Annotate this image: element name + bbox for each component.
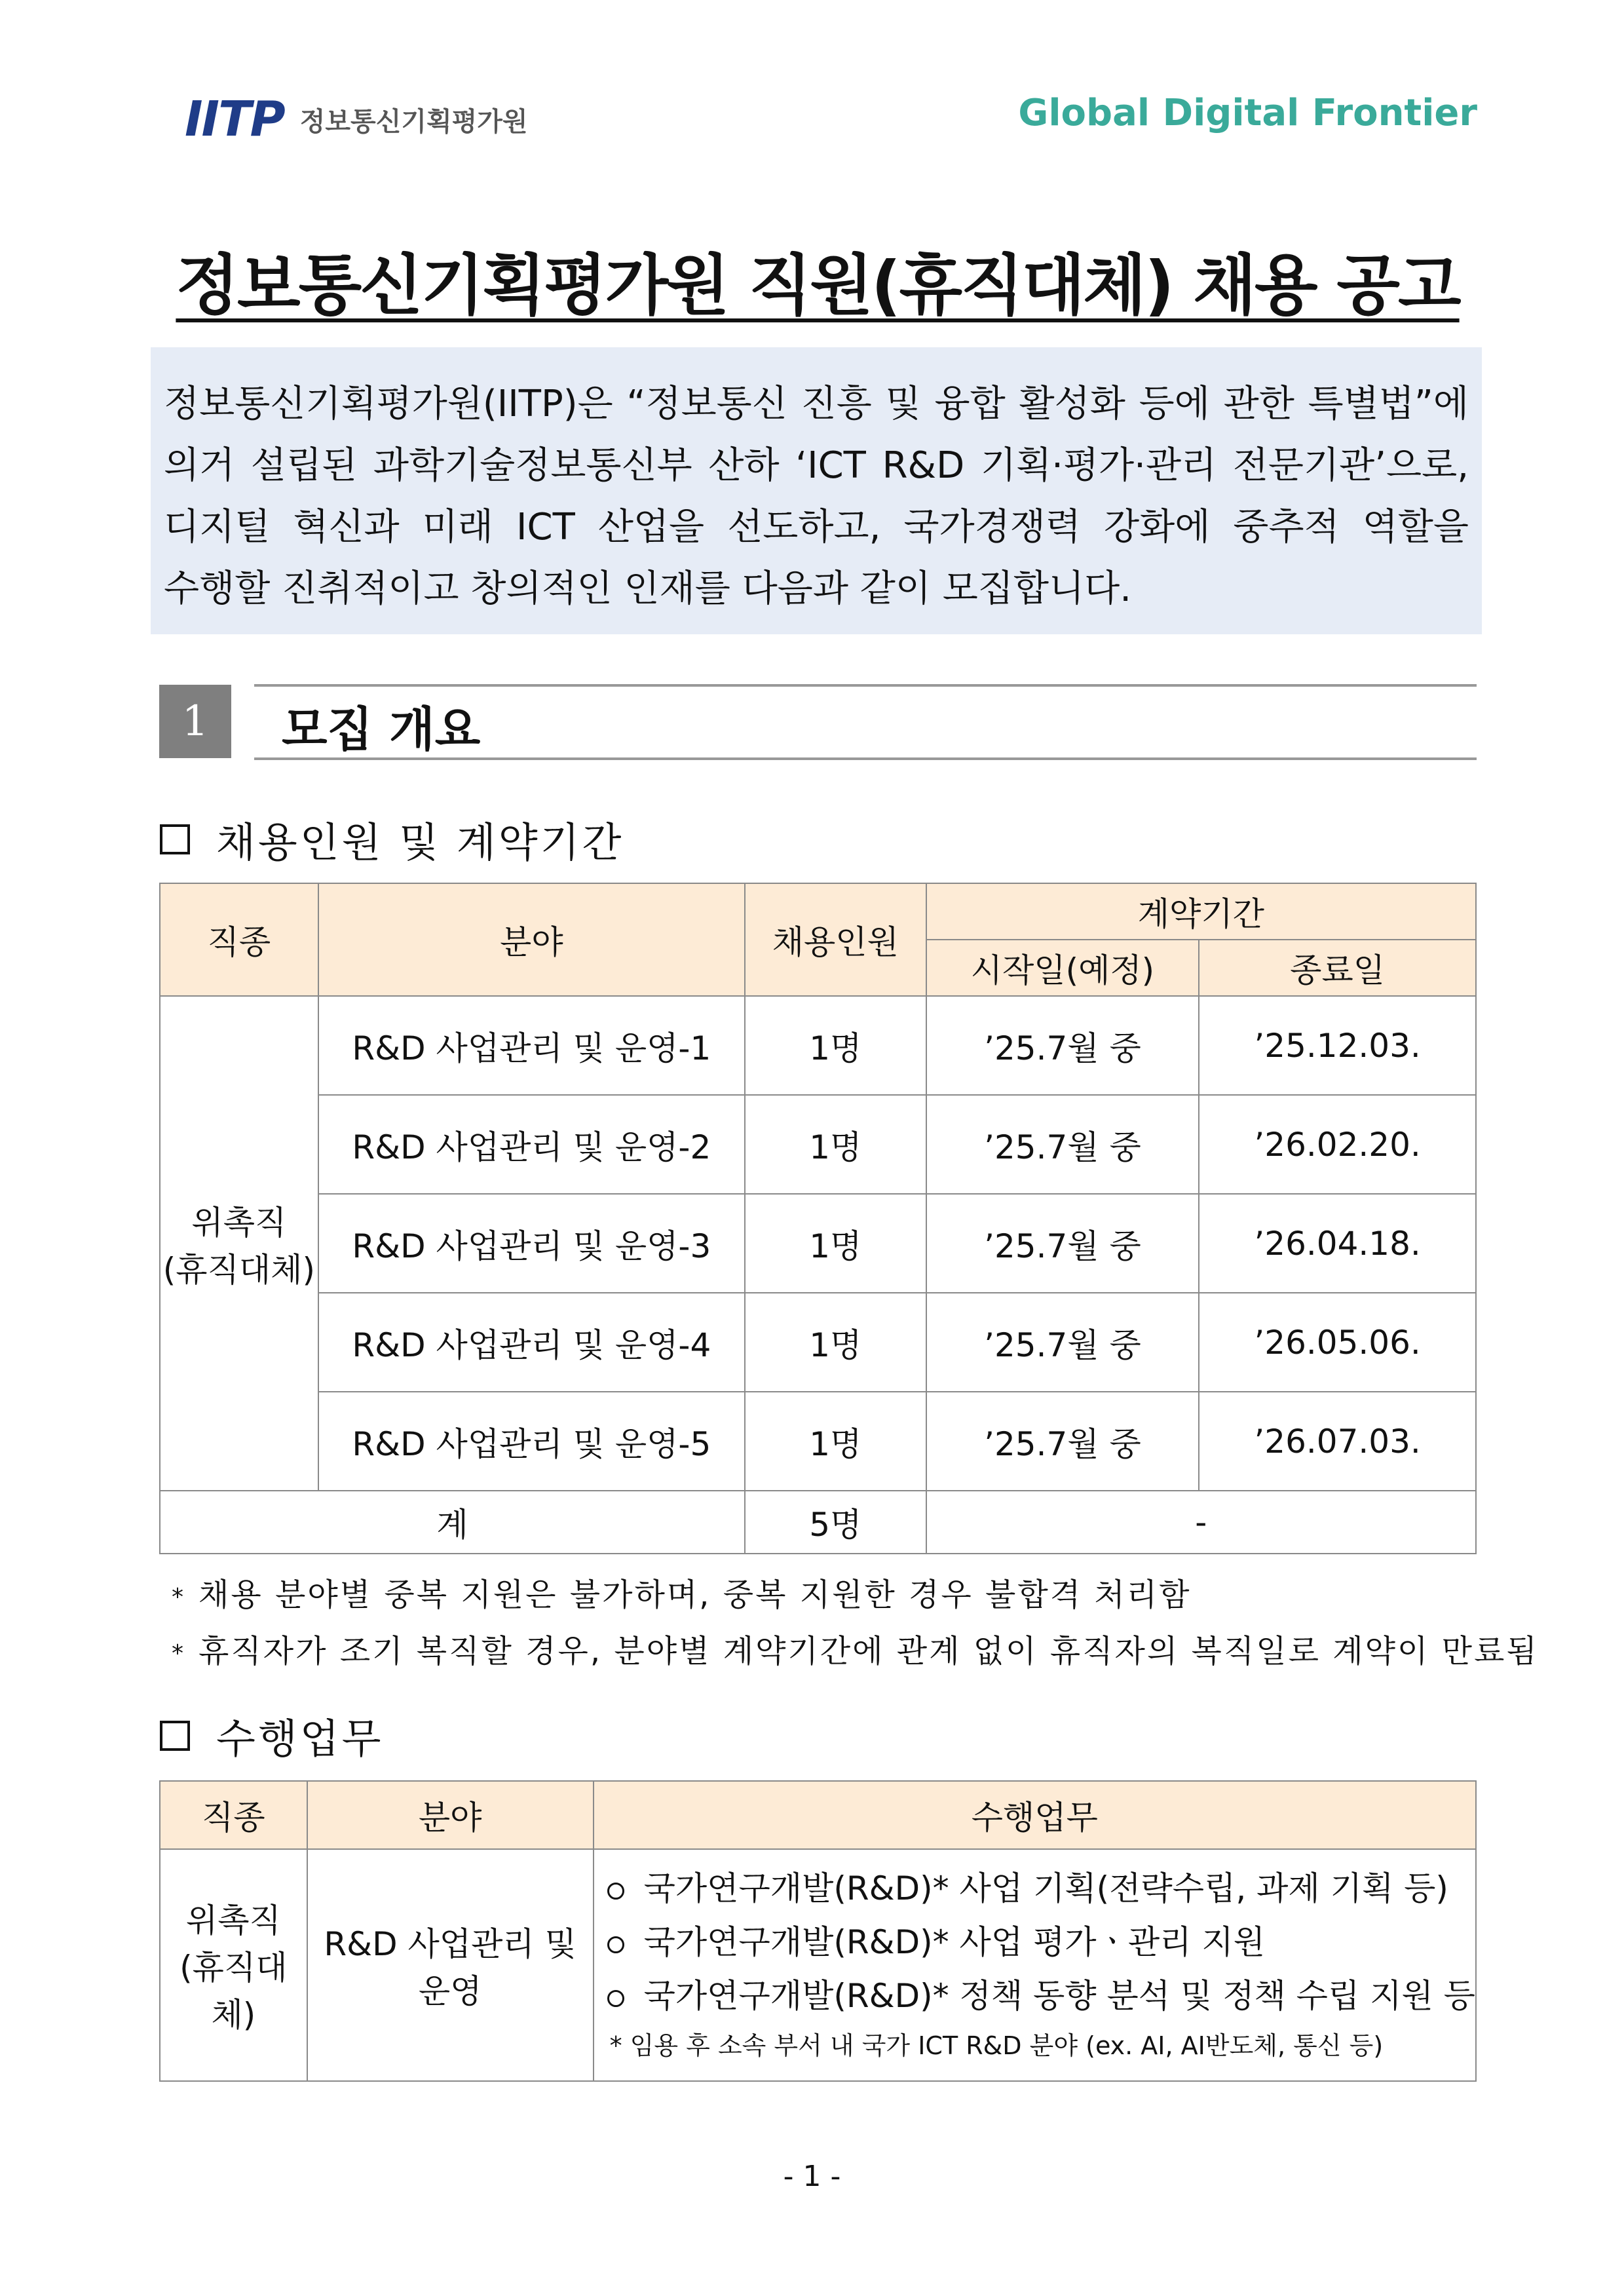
circle-bullet-icon	[607, 1990, 624, 2007]
total-label: 계	[160, 1491, 745, 1554]
field-cell: R&D 사업관리 및 운영-1	[318, 996, 745, 1095]
end-cell: ’26.07.03.	[1199, 1392, 1476, 1491]
subsection-heading	[160, 1706, 384, 1765]
duty-item	[607, 1969, 1475, 2023]
table-row	[160, 1194, 1476, 1293]
intro-line: 디지털 혁신과 미래 ICT 산업을 선도하고, 국가경쟁력 강화에 중추적 역할을	[164, 506, 1469, 548]
count-cell: 1명	[745, 1293, 926, 1392]
duties-table	[159, 1780, 1477, 2082]
header-period: 계약기간	[926, 883, 1476, 940]
start-cell: ’25.7월 중	[926, 996, 1199, 1095]
job-type-line: (휴직대체)	[162, 1250, 315, 1289]
page-number: - 1 -	[783, 2160, 841, 2193]
header-duty: 수행업무	[594, 1781, 1476, 1849]
header-count: 채용인원	[745, 883, 926, 996]
total-count: 5명	[745, 1491, 926, 1554]
field-cell: R&D 사업관리 및 운영-3	[318, 1194, 745, 1293]
subsection-title: 수행업무	[216, 1715, 384, 1763]
field-cell: R&D 사업관리 및 운영-4	[318, 1293, 745, 1392]
field-cell: R&D 사업관리 및 운영	[307, 1849, 594, 2081]
duty-note: * 임용 후 소속 부서 내 국가 ICT R&D 분야 (ex. AI, AI반도체, 통신 등)	[609, 2031, 1384, 2060]
header-job: 직종	[160, 1781, 307, 1849]
duty-item	[607, 1915, 1475, 1969]
header-job: 직종	[160, 883, 318, 996]
count-cell: 1명	[745, 996, 926, 1095]
logo-mark: IITP	[185, 91, 284, 147]
duty-cell	[594, 1849, 1476, 2081]
circle-bullet-icon	[607, 1936, 624, 1953]
job-type-cell	[160, 996, 318, 1491]
job-type-line: 위촉직	[185, 1902, 281, 1940]
note-text: 채용 분야별 중복 지원은 불가하며, 중복 지원한 경우 불합격 처리함	[198, 1577, 1192, 1613]
job-type-line: (휴직대체)	[179, 1949, 288, 2034]
start-cell: ’25.7월 중	[926, 1194, 1199, 1293]
intro-box	[151, 347, 1482, 634]
subsection-heading	[160, 810, 624, 868]
duty-text: 국가연구개발(R&D)* 사업 평가ㆍ관리 지원	[643, 1923, 1266, 1961]
end-cell: ’26.04.18.	[1199, 1194, 1476, 1293]
checkbox-square-icon	[160, 1721, 190, 1751]
end-cell: ’26.05.06.	[1199, 1293, 1476, 1392]
header-field: 분야	[307, 1781, 594, 1849]
slogan: Global Digital Frontier	[1018, 92, 1477, 134]
duty-text: 국가연구개발(R&D)* 정책 동향 분석 및 정책 수립 지원 등	[643, 1977, 1475, 2015]
section-number: 1	[159, 685, 231, 758]
end-cell: ’25.12.03.	[1199, 996, 1476, 1095]
iitp-logo	[185, 93, 528, 145]
intro-line: 정보통신기획평가원(IITP)은 “정보통신 진흥 및 융합 활성화 등에 관한 특별법”에	[164, 383, 1469, 425]
circle-bullet-icon	[607, 1883, 624, 1900]
count-cell: 1명	[745, 1194, 926, 1293]
start-cell: ’25.7월 중	[926, 1293, 1199, 1392]
field-cell: R&D 사업관리 및 운영-2	[318, 1095, 745, 1194]
header-start: 시작일(예정)	[926, 940, 1199, 996]
duty-text: 국가연구개발(R&D)* 사업 기획(전략수립, 과제 기획 등)	[643, 1869, 1448, 1907]
total-period: -	[926, 1491, 1476, 1554]
table-row	[160, 996, 1476, 1095]
header-end: 종료일	[1199, 940, 1476, 996]
note-text: 휴직자가 조기 복직할 경우, 분야별 계약기간에 관계 없이 휴직자의 복직일로 계약이 만료됨	[198, 1633, 1539, 1670]
count-cell: 1명	[745, 1392, 926, 1491]
intro-line: 수행할 진취적이고 창의적인 인재를 다음과 같이 모집합니다.	[164, 567, 1132, 610]
field-cell: R&D 사업관리 및 운영-5	[318, 1392, 745, 1491]
table-row	[160, 1095, 1476, 1194]
total-row	[160, 1491, 1476, 1554]
job-type-cell	[160, 1849, 307, 2081]
asterisk-icon: *	[172, 1583, 185, 1611]
end-cell: ’26.02.20.	[1199, 1095, 1476, 1194]
header-field: 분야	[318, 883, 745, 996]
note-item	[172, 1626, 1539, 1671]
count-cell: 1명	[745, 1095, 926, 1194]
checkbox-square-icon	[160, 824, 190, 854]
start-cell: ’25.7월 중	[926, 1095, 1199, 1194]
recruitment-table	[159, 883, 1477, 1554]
start-cell: ’25.7월 중	[926, 1392, 1199, 1491]
section-divider	[254, 684, 1477, 687]
table-row	[160, 1392, 1476, 1491]
intro-line: 의거 설립된 과학기술정보통신부 산하 ‘ICT R&D 기획·평가·관리 전문기관’으로,	[164, 444, 1469, 487]
note-item	[172, 1569, 1192, 1615]
table-row	[160, 1293, 1476, 1392]
duty-item	[607, 1862, 1475, 1915]
asterisk-icon: *	[172, 1639, 185, 1667]
table-row	[160, 1849, 1476, 2081]
subsection-title: 채용인원 및 계약기간	[216, 818, 624, 866]
job-type-line: 위촉직	[191, 1203, 287, 1242]
page-title: 정보통신기획평가원 직원(휴직대체) 채용 공고	[176, 247, 1460, 324]
logo-text: 정보통신기획평가원	[299, 106, 528, 137]
section-title: 모집 개요	[282, 702, 481, 757]
